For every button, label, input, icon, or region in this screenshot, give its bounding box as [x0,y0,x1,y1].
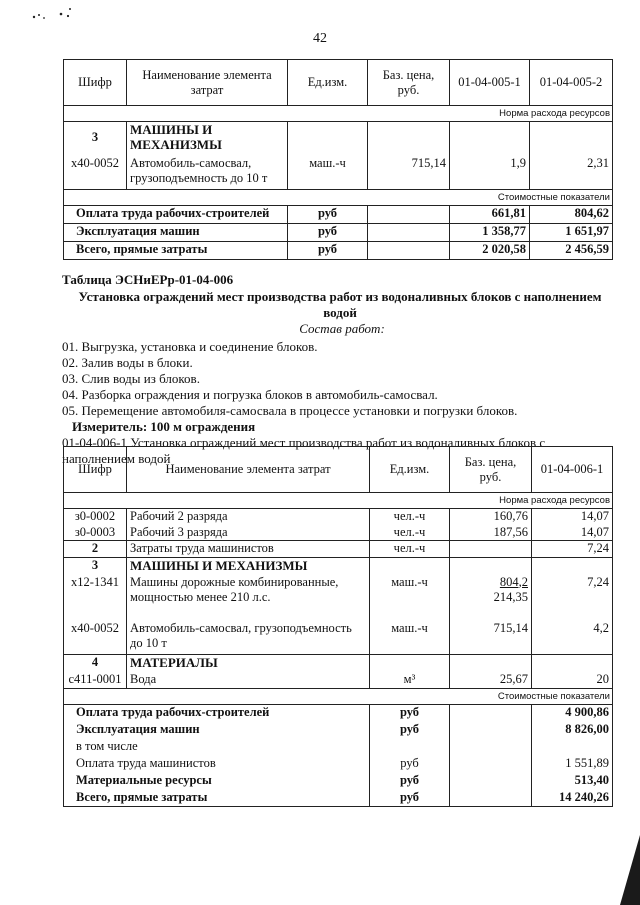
row-value-a: 7,24 [532,541,613,558]
total-row [64,206,613,224]
row-name: Вода [127,672,370,689]
row-name: Рабочий 2 разряда [127,509,370,525]
header-unit: Ед.изм. [288,60,368,106]
total-row [64,224,613,242]
total-value-a [532,739,613,756]
header-name: Наименование элемента затрат [127,447,370,493]
empty-cell [368,242,450,260]
row-unit: чел.-ч [370,509,450,525]
total-value-a: 661,81 [450,206,530,224]
work-item: 02. Залив воды в блоки. [62,355,193,370]
row-code: х12-1341 [64,575,127,615]
total-value-a: 2 020,58 [450,242,530,260]
total-value-b: 1 651,97 [530,224,613,242]
total-unit: руб [370,722,450,739]
total-name: Оплата труда рабочих-строителей [64,705,370,722]
header-col-a: 01-04-005-1 [450,60,530,106]
resource-table-01-04-006 [63,446,613,807]
row-value-a: 7,24 [532,575,613,615]
row-price: 715,14 [368,156,450,190]
row-code: з0-0002 [64,509,127,525]
cost-label: Стоимостные показатели [64,190,613,206]
header-col-b: 01-04-005-2 [530,60,613,106]
total-name: Материальные ресурсы [64,773,370,790]
table-row [64,672,613,689]
total-unit: руб [288,224,368,242]
total-name: Оплата труда машинистов [64,756,370,773]
total-unit: руб [288,206,368,224]
meter-label: Измеритель: 100 м ограждения [72,419,256,434]
header-price: Баз. цена, руб. [368,60,450,106]
row-price-cell [450,575,532,615]
header-col-a: 01-04-006-1 [532,447,613,493]
total-row [64,722,613,739]
total-unit: руб [370,790,450,807]
row-price-secondary: 214,35 [493,589,528,604]
total-value-a: 513,40 [532,773,613,790]
table-row [64,541,613,558]
row-code: с411-0001 [64,672,127,689]
row-name: Машины дорожные комбинированные, мощностью менее 210 л.с. [127,575,370,615]
work-item: 01. Выгрузка, установка и соединение блоков. [62,339,318,354]
row-unit: м³ [370,672,450,689]
empty-cell [370,558,450,575]
composition-title: Состав работ: [299,321,385,336]
total-name: Всего, прямые затраты [64,242,288,260]
cost-label: Стоимостные показатели [64,689,613,705]
row-value-a: 4,2 [532,615,613,655]
total-row [64,705,613,722]
total-value-b: 804,62 [530,206,613,224]
table-subtitle: Установка ограждений мест производства работ из водоналивных блоков с наполнением водой [78,289,602,320]
total-unit: руб [370,773,450,790]
row-price: 715,14 [450,615,532,655]
section-title: МАТЕРИАЛЫ [127,655,370,672]
total-value-b: 2 456,59 [530,242,613,260]
row-code: 2 [64,541,127,558]
total-name: Оплата труда рабочих-строителей [64,206,288,224]
scan-edge-shadow [606,835,640,905]
row-price: 804,2 [499,574,528,589]
header-code: Шифр [64,447,127,493]
table-row [64,156,613,190]
empty-cell [530,122,613,156]
norm-label: Норма расхода ресурсов [64,493,613,509]
section-title: МАШИНЫ И МЕХАНИЗМЫ [127,558,370,575]
section-number: 3 [64,122,127,156]
total-name: Всего, прямые затраты [64,790,370,807]
total-value-a: 8 826,00 [532,722,613,739]
total-row [64,739,613,756]
row-name: Затраты труда машинистов [127,541,370,558]
empty-cell [532,655,613,672]
total-value-a: 1 551,89 [532,756,613,773]
total-name: Эксплуатация машин [64,224,288,242]
work-item: 04. Разборка ограждения и погрузка блоков в автомобиль-самосвал. [62,387,438,402]
table-row [64,575,613,615]
table-row [64,615,613,655]
table-title: Таблица ЭСНиЕРр-01-04-006 [62,272,234,287]
work-item: 03. Слив воды из блоков. [62,371,200,386]
table-row [64,509,613,525]
row-value-a: 14,07 [532,509,613,525]
total-value-a: 1 358,77 [450,224,530,242]
row-unit: маш.-ч [370,575,450,615]
header-name: Наименование элемента затрат [127,60,288,106]
section-title: МАШИНЫ И МЕХАНИЗМЫ [127,122,288,156]
row-unit: чел.-ч [370,541,450,558]
row-price: 25,67 [450,672,532,689]
table-row [64,525,613,541]
empty-cell [450,722,532,739]
empty-cell [450,655,532,672]
total-unit: руб [370,705,450,722]
empty-cell [450,705,532,722]
row-code: х40-0052 [64,156,127,190]
row-price: 187,56 [450,525,532,541]
total-value-a: 14 240,26 [532,790,613,807]
empty-cell [450,739,532,756]
row-name: Автомобиль-самосвал, грузоподъемность до 10 т [127,156,288,190]
resource-table-01-04-005 [63,59,613,260]
empty-cell [450,558,532,575]
empty-cell [450,541,532,558]
row-unit: чел.-ч [370,525,450,541]
empty-cell [450,773,532,790]
row-price: 160,76 [450,509,532,525]
work-item: 05. Перемещение автомобиля-самосвала в процессе установки и погрузки блоков. [62,403,518,418]
total-value-a: 4 900,86 [532,705,613,722]
empty-cell [288,122,368,156]
total-row [64,790,613,807]
header-code: Шифр [64,60,127,106]
row-unit: маш.-ч [288,156,368,190]
total-unit [370,739,450,756]
norm-label: Норма расхода ресурсов [64,106,613,122]
section-number: 3 [64,558,127,575]
total-name: Эксплуатация машин [64,722,370,739]
empty-cell [450,790,532,807]
work-description: 01-04-006-1 Установка ограждений мест производства работ из водоналивных блоков с наполнением водой [62,435,546,466]
empty-cell [450,122,530,156]
row-code: х40-0052 [64,615,127,655]
row-name: Автомобиль-самосвал, грузоподъемность до 10 т [127,615,370,655]
empty-cell [368,206,450,224]
row-code: з0-0003 [64,525,127,541]
row-value-a: 1,9 [450,156,530,190]
section-number: 4 [64,655,127,672]
row-value-b: 2,31 [530,156,613,190]
empty-cell [368,224,450,242]
total-name: в том числе [64,739,370,756]
row-unit: маш.-ч [370,615,450,655]
row-value-a: 14,07 [532,525,613,541]
scan-marks [30,6,90,22]
total-row [64,242,613,260]
total-row [64,756,613,773]
total-unit: руб [288,242,368,260]
header-price: Баз. цена, руб. [450,447,532,493]
header-unit: Ед.изм. [370,447,450,493]
empty-cell [450,756,532,773]
empty-cell [532,558,613,575]
empty-cell [368,122,450,156]
page-number: 42 [313,31,327,46]
row-value-a: 20 [532,672,613,689]
total-unit: руб [370,756,450,773]
total-row [64,773,613,790]
row-name: Рабочий 3 разряда [127,525,370,541]
empty-cell [370,655,450,672]
